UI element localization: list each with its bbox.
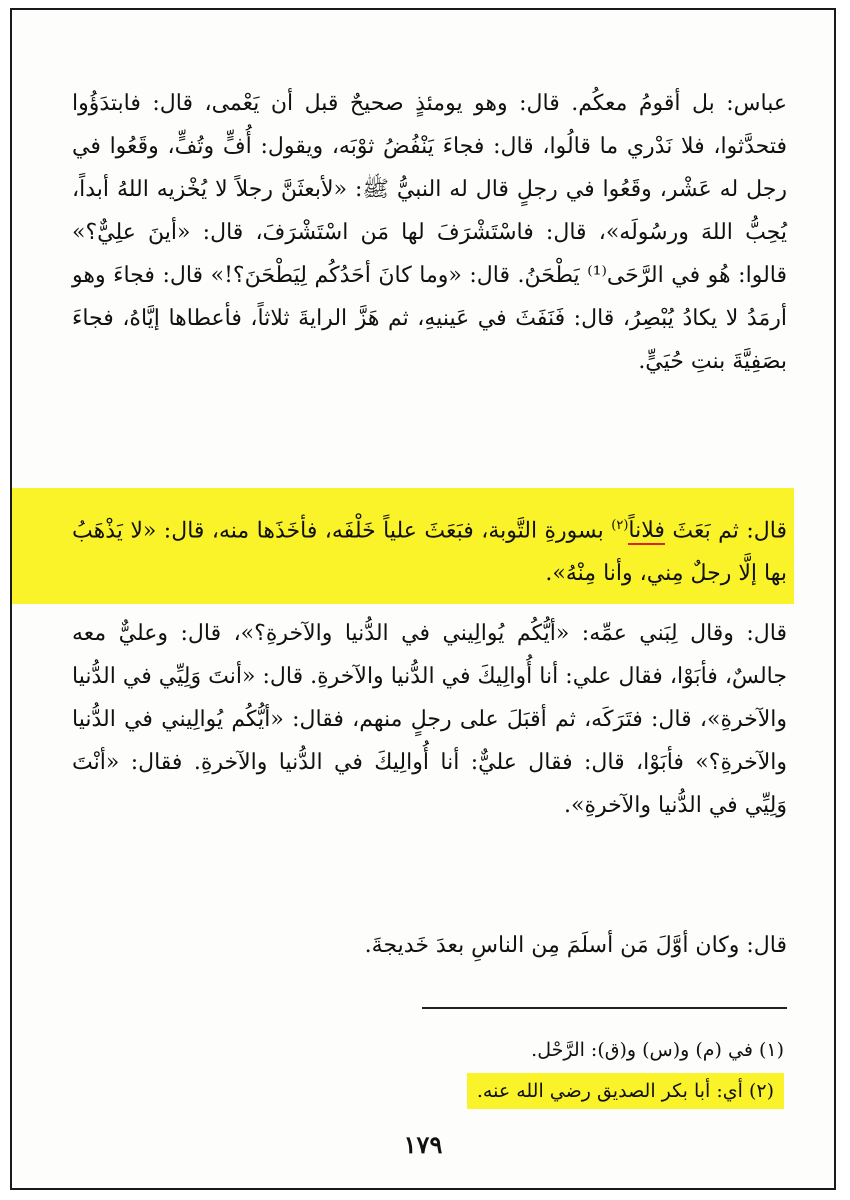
footnote-2: (٢) أي: أبا بكر الصديق رضي الله عنه. [467, 1073, 784, 1109]
highlight-text-before: قال: ثم بَعَثَ [664, 518, 787, 544]
book-page [10, 8, 836, 1190]
footnote-1: (١) في (م) و(س) و(ق): الرَّحْل. [531, 1039, 784, 1061]
highlighted-paragraph [72, 504, 787, 595]
underlined-word: فلاناً [628, 518, 665, 544]
paragraph-3: قال: وقال لِبَني عمِّه: «أيُّكُم يُوالِيني في الدُّنيا والآخرةِ؟»، قال: وعليٌّ معه جالسٌ، فأبَوْا، فقال علي: أنا أُوالِيكَ في الدُّنيا والآخرةِ. قال: «أنتَ وَلِيِّي في الدُّنيا والآخرةِ»، قال: فتَرَكَه، ثم أقبَلَ على رجلٍ منهم، فقال: «أيُّكُم يُوالِيني في الدُّنيا والآخرةِ؟» فأبَوْا، قال: فقال عليٌّ: أنا أُوالِيكَ في الدُّنيا والآخرةِ. فقال: «أنْتَ وَلِيِّي في الدُّنيا والآخرةِ». [72, 621, 787, 818]
paragraph-4: قال: وكان أوَّلَ مَن أسلَمَ مِن الناسِ بعدَ خَديجةَ. [364, 933, 787, 958]
highlight-text-after: بسورةِ التَّوبة، فبَعَثَ علياً خَلْفَه، فأخَذَها منه، قال: «لا يَذْهَبُ بها إلَّا رجلٌ مِني، وأنا مِنْهُ». [72, 518, 787, 587]
paragraph-1: عباس: بل أقومُ معكُم. قال: وهو يومئذٍ صحيحٌ قبل أن يَعْمى، قال: فابتدَؤُوا فتحدَّثوا، فلا نَدْري ما قالُوا، قال: فجاءَ يَنْفُضُ ثوْبَه، ويقول: أُفٍّ وتُفٍّ، وقَعُوا في رجل له عَشْر، وقَعُوا في رجلٍ قال له النبيُّ ﷺ: «لأبعثَنَّ رجلاً لا يُخْزيه اللهُ أبداً، يُحِبُّ اللهَ ورسُولَه»، قال: فاسْتَشْرَفَ لها مَن اسْتَشْرَفَ، قال: «أينَ علِيٌّ؟» قالوا: هُو في الرَّحَى⁽¹⁾ يَطْحَنُ. قال: «وما كانَ أحَدُكُم لِيَطْحَنَ؟!» قال: فجاءَ وهو أرمَدُ لا يكادُ يُبْصِرُ، قال: فَنَفَثَ في عَينيهِ، ثم هَزَّ الرايةَ ثلاثاً، فأعطاها إيَّاهُ، فجاءَ بصَفِيَّةَ بنتِ حُيَيٍّ. [72, 91, 787, 374]
footnote-ref-2: (٢) [611, 518, 629, 533]
page-number: ١٧٩ [403, 1130, 443, 1159]
footnote-divider [422, 1007, 787, 1009]
